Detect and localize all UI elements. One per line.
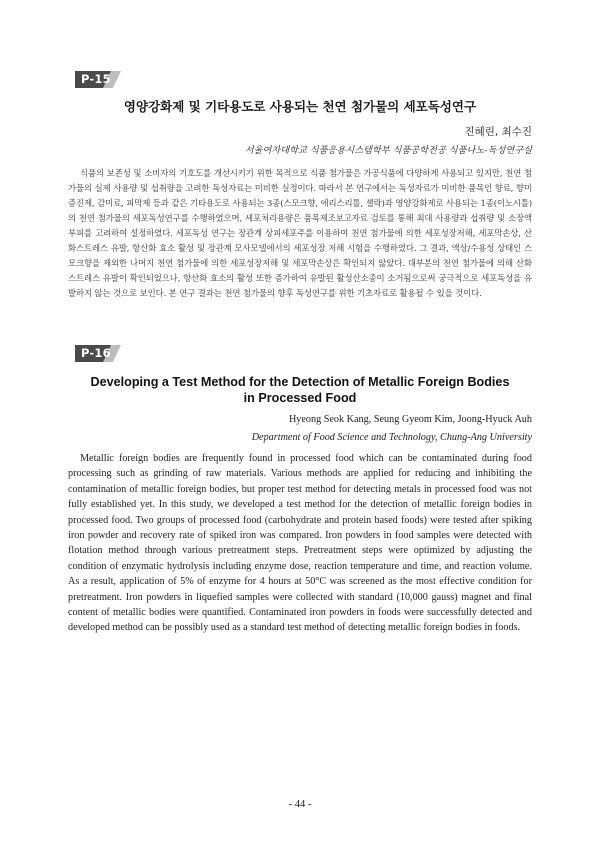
section-badge-p15: [75, 71, 121, 88]
badge-label: P-15: [81, 72, 111, 86]
authors-p16: Hyeong Seok Kang, Seung Gyeom Kim, Joong-Hyuck Auh: [288, 414, 532, 425]
title-line-2: in Processed Food: [243, 391, 357, 405]
authors-p15: 진혜린, 최수진: [464, 126, 532, 138]
abstract-p15: 식품의 보존성 및 소비자의 기호도를 개선시키기 위한 목적으로 식품 첨가물은 가공식품에 다양하게 사용되고 있지만, 천연 첨가물의 실제 사용량 및 섭취량을 고려한 독성자료는 미비한 실정이다. 따라서 본 연구에서는 독성자료가 미비한 품목인 향료, 향미증진제, 감미료, 피막제 등과 같은 기타용도로 사용되는 3종(스모크향, 에리스리톨, 셸락)과 영양강화제로 사용되는 1종(이노시톨)의 천연 첨가물의 세포독성연구를 수행하였으며, 세포처리용량은 품목제조보고자료 검토를 통해 최대 사용량과 섭취량 및 소장액 부피를 고려하여 설정하였다. 세포독성 연구는 장관계 상피세포주를 이용하여 천연 첨가물에 의한 세포성장저해, 세포막손상, 산화스트레스 유발, 항산화 효소 활성 및 장관계 모사모델에서의 세포성장 저해 시험을 수행하였다. 그 결과, 액상/수용성 상태인 스모크향을 제외한 나머지 천연 첨가물에 의한 세포성장저해 및 세포막손상은 확인되지 않았다. 대부분의 천연 첨가물에 의해 산화스트레스 유발이 확인되었으나, 항산화 효소의 활성 또한 증가하여 유발된 활성산소종이 소거됨으로써 궁극적으로 세포독성을 유발하지 않는 것으로 보인다. 본 연구 결과는 천연 첨가물의 향후 독성연구를 위한 기초자료로 활용될 수 있을 것이다.: [68, 168, 532, 298]
affiliation-p16: Department of Food Science and Technology, Chung-Ang University: [251, 432, 532, 443]
section-badge-p16: [75, 345, 121, 362]
section-title-p16: [60, 374, 540, 406]
section-title-p15: 영양강화제 및 기타용도로 사용되는 천연 첨가물의 세포독성연구: [123, 99, 477, 114]
page-number: - 44 -: [288, 799, 312, 810]
abstract-p16: Metallic foreign bodies are frequently found in processed food which can be contaminated during food processing such as grinding of raw materials. Various methods are applied for reducing and inhibiting the contamination of metallic foreign bodies, but proper test method for detecting metals in processed food was not fully established yet. In this study, we developed a test method for the detection of metallic foreign bodies in processed food. Two groups of processed food (carbohydrate and protein based foods) were tested after spiking iron powder and recovery rate of spiked iron was compared. Iron powders in food samples were detected with flotation method through various pretreatment steps. Pretreatment steps were optimized by adjusting the condition of enzymatic hydrolysis including enzyme dose, reaction temperature and time, and reaction volume. As a result, application of 5% of enzyme for 4 hours at 50°C was screened as the most effective condition for pretreatment. Iron powders in liquefied samples were collected with standard (10,000 gauss) magnet and final content of metallic bodies were quantified. Contaminated iron powders in foods were successfully detected and developed method can be possibly used as a standard test method of detecting metallic foreign bodies in foods.: [68, 453, 532, 634]
badge-label: P-16: [81, 346, 111, 360]
title-line-1: Developing a Test Method for the Detection of Metallic Foreign Bodies: [90, 375, 510, 389]
affiliation-p15: 서울여자대학교 식품응용시스템학부 식품공학전공 식품나노-독성연구실: [244, 145, 532, 156]
